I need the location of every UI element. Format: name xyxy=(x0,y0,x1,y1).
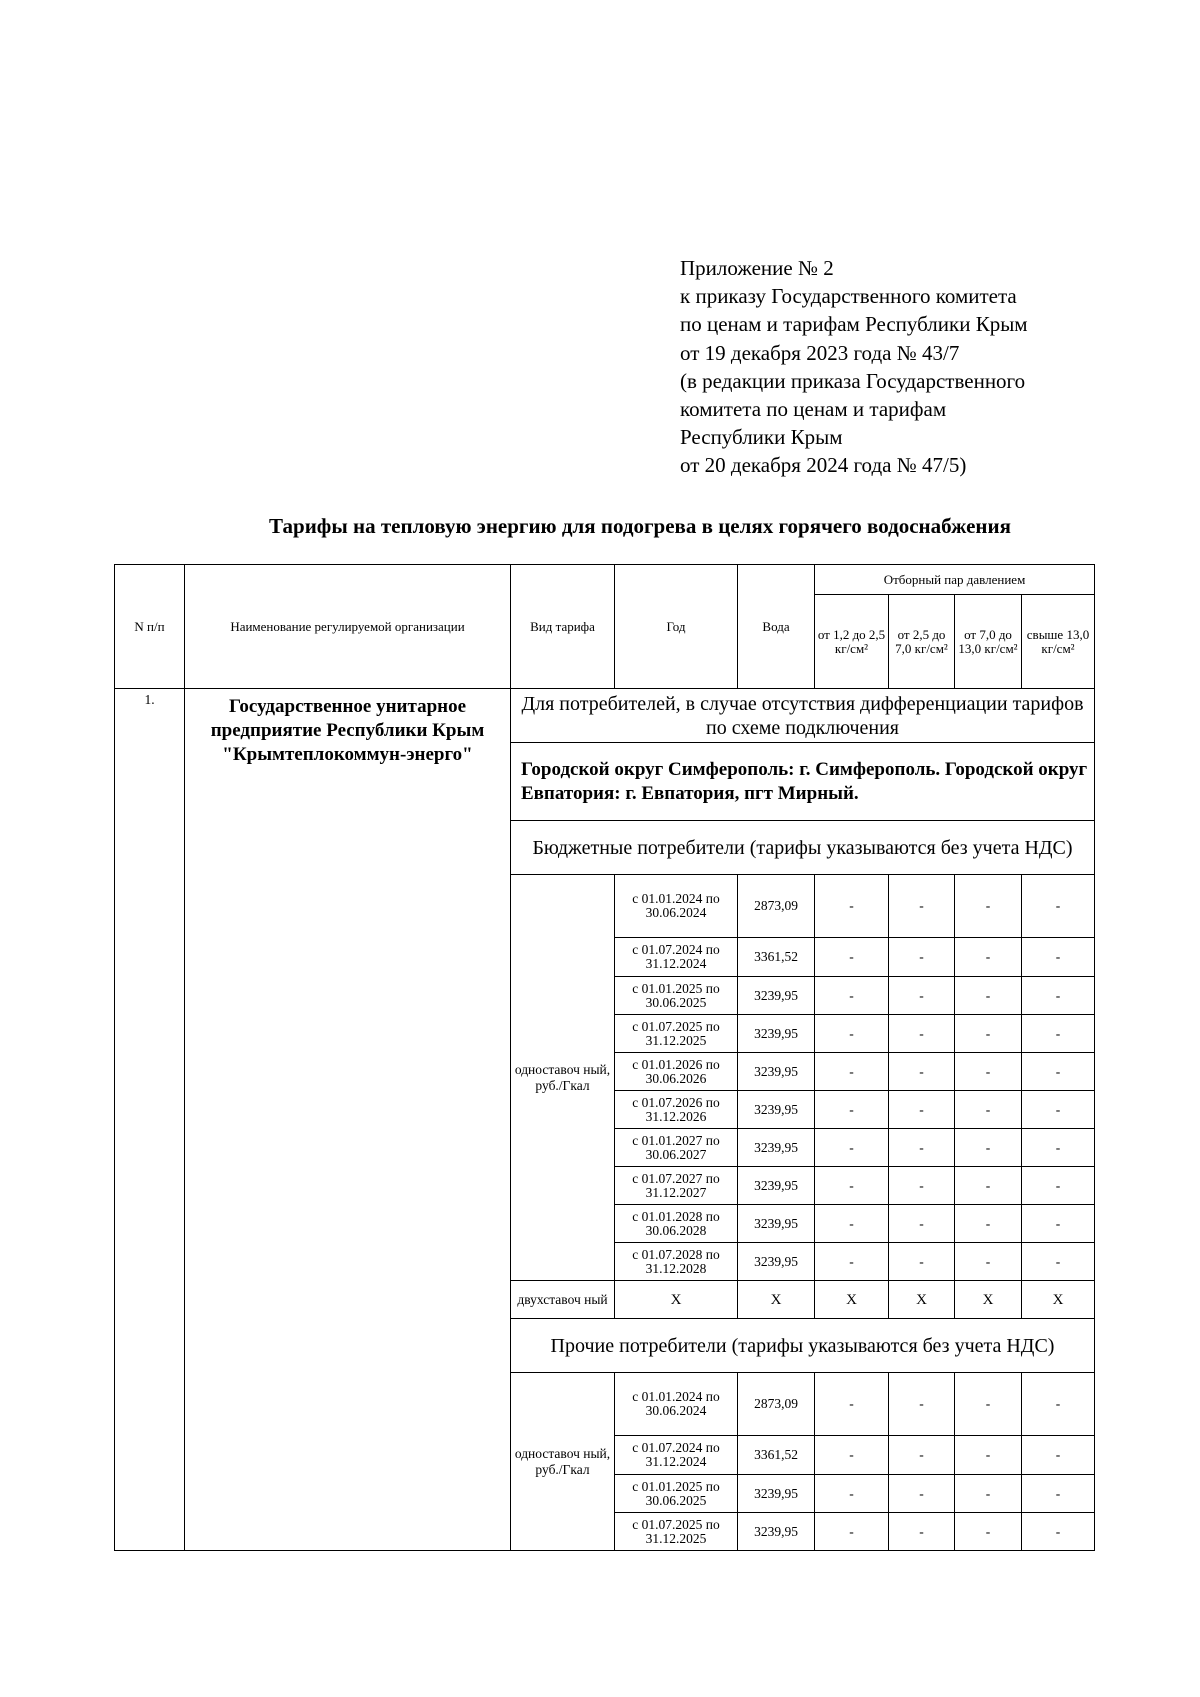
header-tariff-type: Вид тарифа xyxy=(511,565,615,689)
water-tariff-cell: 3239,95 xyxy=(738,1091,815,1129)
steam-tariff-cell: - xyxy=(955,1091,1022,1129)
header-steam-4: свыше 13,0 кг/см² xyxy=(1022,595,1095,689)
steam-tariff-cell: - xyxy=(815,1373,889,1436)
document-title: Тарифы на тепловую энергию для подогрева в целях горячего водоснабжения xyxy=(269,514,1011,538)
header-steam-3: от 7,0 до 13,0 кг/см² xyxy=(955,595,1022,689)
appendix-line: от 19 декабря 2023 года № 43/7 xyxy=(680,340,960,365)
header-water: Вода xyxy=(738,565,815,689)
steam-tariff-cell: - xyxy=(955,1243,1022,1281)
appendix-block xyxy=(680,254,1150,480)
other-consumers-section: Прочие потребители (тарифы указываются без учета НДС) xyxy=(511,1319,1095,1373)
water-tariff-cell: 3239,95 xyxy=(738,1475,815,1513)
water-tariff-cell: 3239,95 xyxy=(738,1053,815,1091)
water-tariff-cell: 3239,95 xyxy=(738,1015,815,1053)
period-cell: с 01.07.2027 по 31.12.2027 xyxy=(615,1167,738,1205)
steam-tariff-cell: - xyxy=(815,875,889,938)
steam-tariff-cell: - xyxy=(889,1129,955,1167)
period-cell: с 01.07.2025 по 31.12.2025 xyxy=(615,1513,738,1551)
water-tariff-cell: 3239,95 xyxy=(738,1205,815,1243)
period-cell: с 01.01.2025 по 30.06.2025 xyxy=(615,1475,738,1513)
steam-tariff-cell: - xyxy=(955,1053,1022,1091)
water-tariff-cell: 3239,95 xyxy=(738,977,815,1015)
period-cell: с 01.01.2028 по 30.06.2028 xyxy=(615,1205,738,1243)
period-cell: с 01.01.2025 по 30.06.2025 xyxy=(615,977,738,1015)
not-applicable-cell: X xyxy=(889,1281,955,1319)
steam-tariff-cell: - xyxy=(889,977,955,1015)
steam-tariff-cell: - xyxy=(955,1513,1022,1551)
water-tariff-cell: 3239,95 xyxy=(738,1513,815,1551)
single-rate-label: одноставоч ный, руб./Гкал xyxy=(511,1373,615,1551)
water-tariff-cell: 2873,09 xyxy=(738,875,815,938)
steam-tariff-cell: - xyxy=(815,1513,889,1551)
steam-tariff-cell: - xyxy=(1022,1015,1095,1053)
appendix-line: к приказу Государственного комитета xyxy=(680,284,1017,309)
header-year: Год xyxy=(615,565,738,689)
header-org: Наименование регулируемой организации xyxy=(185,565,511,689)
steam-tariff-cell: - xyxy=(815,1436,889,1475)
period-cell: с 01.01.2024 по 30.06.2024 xyxy=(615,1373,738,1436)
steam-tariff-cell: - xyxy=(1022,1053,1095,1091)
steam-tariff-cell: - xyxy=(1022,1243,1095,1281)
steam-tariff-cell: - xyxy=(955,1015,1022,1053)
steam-tariff-cell: - xyxy=(955,1373,1022,1436)
steam-tariff-cell: - xyxy=(955,1129,1022,1167)
water-tariff-cell: 3361,52 xyxy=(738,1436,815,1475)
steam-tariff-cell: - xyxy=(1022,938,1095,977)
steam-tariff-cell: - xyxy=(889,1167,955,1205)
steam-tariff-cell: - xyxy=(955,1475,1022,1513)
organization-name: Государственное унитарное предприятие Республики Крым "Крымтеплокоммун-энерго" xyxy=(185,689,511,1551)
header-steam-group: Отборный пар давлением xyxy=(815,565,1095,595)
steam-tariff-cell: - xyxy=(889,1015,955,1053)
steam-tariff-cell: - xyxy=(1022,875,1095,938)
header-num: N п/п xyxy=(115,565,185,689)
steam-tariff-cell: - xyxy=(889,1205,955,1243)
steam-tariff-cell: - xyxy=(1022,1167,1095,1205)
steam-tariff-cell: - xyxy=(889,1091,955,1129)
appendix-line: Приложение № 2 xyxy=(680,256,834,280)
header-steam-1: от 1,2 до 2,5 кг/см² xyxy=(815,595,889,689)
steam-tariff-cell: - xyxy=(955,938,1022,977)
appendix-line: Республики Крым xyxy=(680,425,843,450)
section-no-differentiation: Для потребителей, в случае отсутствия дифференциации тарифов по схеме подключения xyxy=(511,689,1095,743)
steam-tariff-cell: - xyxy=(1022,1205,1095,1243)
steam-tariff-cell: - xyxy=(889,938,955,977)
steam-tariff-cell: - xyxy=(889,1373,955,1436)
steam-tariff-cell: - xyxy=(815,1053,889,1091)
steam-tariff-cell: - xyxy=(815,1129,889,1167)
not-applicable-cell: X xyxy=(615,1281,738,1319)
steam-tariff-cell: - xyxy=(1022,1513,1095,1551)
water-tariff-cell: 2873,09 xyxy=(738,1373,815,1436)
steam-tariff-cell: - xyxy=(815,938,889,977)
steam-tariff-cell: - xyxy=(815,1015,889,1053)
steam-tariff-cell: - xyxy=(1022,1129,1095,1167)
period-cell: с 01.01.2027 по 30.06.2027 xyxy=(615,1129,738,1167)
steam-tariff-cell: - xyxy=(955,977,1022,1015)
appendix-line: от 20 декабря 2024 года № 47/5) xyxy=(680,453,967,478)
appendix-line: (в редакции приказа Государственного xyxy=(680,368,1026,393)
steam-tariff-cell: - xyxy=(1022,1373,1095,1436)
tariffs-table xyxy=(114,564,1095,1551)
steam-tariff-cell: - xyxy=(815,1205,889,1243)
header-steam-2: от 2,5 до 7,0 кг/см² xyxy=(889,595,955,689)
appendix-line: комитета по ценам и тарифам xyxy=(680,397,947,422)
steam-tariff-cell: - xyxy=(815,1243,889,1281)
appendix-line: по ценам и тарифам Республики Крым xyxy=(680,312,1028,337)
water-tariff-cell: 3239,95 xyxy=(738,1243,815,1281)
period-cell: с 01.07.2025 по 31.12.2025 xyxy=(615,1015,738,1053)
not-applicable-cell: X xyxy=(815,1281,889,1319)
steam-tariff-cell: - xyxy=(889,1475,955,1513)
steam-tariff-cell: - xyxy=(955,875,1022,938)
water-tariff-cell: 3239,95 xyxy=(738,1167,815,1205)
steam-tariff-cell: - xyxy=(889,1053,955,1091)
steam-tariff-cell: - xyxy=(955,1205,1022,1243)
water-tariff-cell: 3361,52 xyxy=(738,938,815,977)
steam-tariff-cell: - xyxy=(1022,1436,1095,1475)
period-cell: с 01.07.2024 по 31.12.2024 xyxy=(615,1436,738,1475)
single-rate-label: одноставоч ный, руб./Гкал xyxy=(511,875,615,1281)
not-applicable-cell: X xyxy=(738,1281,815,1319)
territory-description: Городской округ Симферополь: г. Симферополь. Городской округ Евпатория: г. Евпатория, пгт Мирный. xyxy=(511,743,1095,821)
two-rate-label: двухставоч ный xyxy=(511,1281,615,1319)
steam-tariff-cell: - xyxy=(1022,977,1095,1015)
steam-tariff-cell: - xyxy=(955,1436,1022,1475)
steam-tariff-cell: - xyxy=(889,875,955,938)
steam-tariff-cell: - xyxy=(889,1436,955,1475)
steam-tariff-cell: - xyxy=(815,1167,889,1205)
steam-tariff-cell: - xyxy=(815,1091,889,1129)
steam-tariff-cell: - xyxy=(955,1167,1022,1205)
not-applicable-cell: X xyxy=(1022,1281,1095,1319)
budget-consumers-section: Бюджетные потребители (тарифы указываются без учета НДС) xyxy=(511,821,1095,875)
period-cell: с 01.01.2024 по 30.06.2024 xyxy=(615,875,738,938)
steam-tariff-cell: - xyxy=(1022,1091,1095,1129)
period-cell: с 01.07.2028 по 31.12.2028 xyxy=(615,1243,738,1281)
steam-tariff-cell: - xyxy=(815,1475,889,1513)
not-applicable-cell: X xyxy=(955,1281,1022,1319)
period-cell: с 01.07.2024 по 31.12.2024 xyxy=(615,938,738,977)
steam-tariff-cell: - xyxy=(815,977,889,1015)
row-number: 1. xyxy=(115,689,185,1551)
steam-tariff-cell: - xyxy=(889,1513,955,1551)
steam-tariff-cell: - xyxy=(1022,1475,1095,1513)
water-tariff-cell: 3239,95 xyxy=(738,1129,815,1167)
period-cell: с 01.01.2026 по 30.06.2026 xyxy=(615,1053,738,1091)
period-cell: с 01.07.2026 по 31.12.2026 xyxy=(615,1091,738,1129)
steam-tariff-cell: - xyxy=(889,1243,955,1281)
